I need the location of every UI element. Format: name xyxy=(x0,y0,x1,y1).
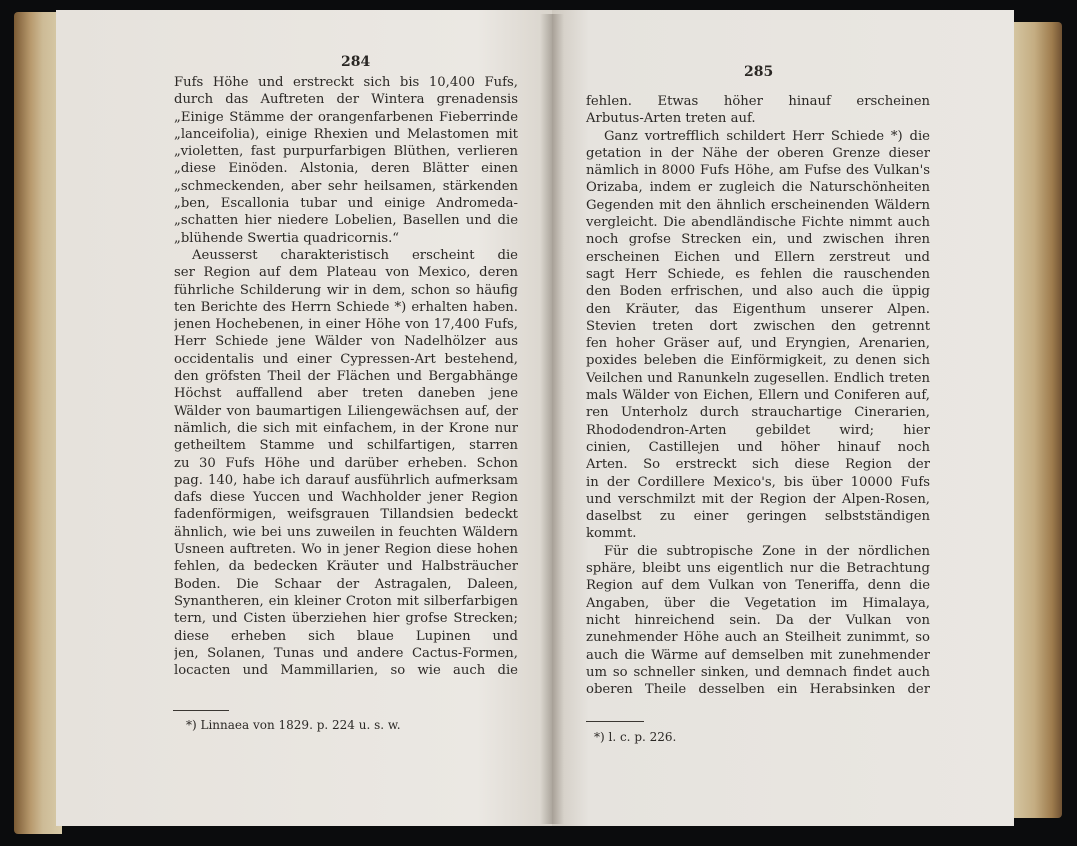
text-line: führliche Schilderung wir in dem, schon so häufig xyxy=(174,282,518,298)
left-page xyxy=(56,10,552,826)
text-line: „blühende Swertia quadricornis.“ xyxy=(174,230,400,246)
text-line: Arbutus-Arten treten auf. xyxy=(586,111,756,127)
text-line: „ben, Escallonia tubar und einige Andromeda- xyxy=(174,196,518,212)
text-line: Veilchen und Ranunkeln zugesellen. Endlich treten xyxy=(586,370,930,386)
text-line: Für die subtropische Zone in der nördlichen xyxy=(604,543,930,559)
text-line: den Kräuter, das Eigenthum unserer Alpen. xyxy=(586,301,930,317)
book-edge-left xyxy=(14,12,62,834)
page-number-right: 285 xyxy=(744,64,774,80)
text-line: daselbst zu einer geringen selbstständigen xyxy=(586,509,930,525)
text-line: Ganz vortrefflich schildert Herr Schiede *) die xyxy=(604,128,930,144)
text-line: Usneen auftreten. Wo in jener Region diese hohen xyxy=(174,542,518,558)
text-line: nämlich in 8000 Fufs Höhe, am Fufse des Vulkan's xyxy=(586,163,930,179)
text-line: Gegenden mit den ähnlich erscheinenden Wäldern xyxy=(586,197,930,213)
text-line: Herr Schiede jene Wälder von Nadelhölzer aus xyxy=(174,334,518,350)
text-line: Synantheren, ein kleiner Croton mit silberfarbigen xyxy=(174,593,518,609)
footnote-rule-right xyxy=(586,721,644,722)
text-line: jen, Solanen, Tunas und andere Cactus-Formen, xyxy=(174,645,518,661)
text-line: nicht hinreichend sein. Da der Vulkan von xyxy=(586,612,930,628)
text-line: fadenförmigen, weifsgrauen Tillandsien bedeckt xyxy=(174,507,518,523)
text-line: jenen Hochebenen, in einer Höhe von 17,400 Fufs, xyxy=(174,317,518,333)
right-page-body xyxy=(586,93,930,698)
text-line: Angaben, über die Vegetation im Himalaya, xyxy=(586,595,930,611)
text-line: den gröfsten Theil der Flächen und Bergabhänge xyxy=(174,369,518,385)
text-line: in der Cordillere Mexico's, bis über 10000 Fufs xyxy=(586,474,930,490)
text-line: pag. 140, habe ich darauf ausführlich aufmerksam xyxy=(174,472,518,488)
text-line: „schatten hier niedere Lobelien, Basellen und die xyxy=(174,213,518,229)
text-line: sagt Herr Schiede, es fehlen die rauschenden xyxy=(586,266,930,282)
text-line: „Einige Stämme der orangenfarbenen Fieberrinde xyxy=(174,109,518,125)
book-gutter xyxy=(540,14,564,824)
text-line: ten Berichte des Herrn Schiede *) erhalten haben. xyxy=(174,299,518,315)
text-line: vergleicht. Die abendländische Fichte nimmt auch xyxy=(586,215,930,231)
text-line: Orizaba, indem er zugleich die Naturschönheiten xyxy=(586,180,930,196)
text-line: um so schneller sinken, und demnach findet auch xyxy=(586,664,930,680)
text-line: Region auf dem Vulkan von Teneriffa, denn die xyxy=(586,578,930,594)
text-line: sphäre, bleibt uns eigentlich nur die Betrachtung xyxy=(586,561,930,577)
footnote-right: *) l. c. p. 226. xyxy=(594,730,677,744)
text-line: „lanceifolia), einige Rhexien und Melastomen mit xyxy=(174,126,518,142)
text-line: kommt. xyxy=(586,526,637,542)
text-line: occidentalis und einer Cypressen-Art bestehend, xyxy=(174,351,518,367)
text-line: cinien, Castillejen und höher hinauf noch xyxy=(586,439,930,455)
text-line: ren Unterholz durch strauchartige Cinerarien, xyxy=(586,405,930,421)
text-line: zunehmender Höhe auch an Steilheit zunimmt, so xyxy=(586,630,930,646)
text-line: auch die Wärme auf demselben mit zunehmender xyxy=(586,647,930,663)
footnote-left: *) Linnaea von 1829. p. 224 u. s. w. xyxy=(186,718,401,732)
left-page-body xyxy=(174,74,518,679)
text-line: Wälder von baumartigen Liliengewächsen auf, der xyxy=(174,403,518,419)
text-line: den Boden erfrischen, und also auch die üppig xyxy=(586,284,930,300)
text-line: ähnlich, wie bei uns zuweilen in feuchten Wäldern xyxy=(174,524,518,540)
text-line: Fufs Höhe und erstreckt sich bis 10,400 Fufs, xyxy=(174,75,518,90)
text-line: dafs diese Yuccen und Wachholder jener Region xyxy=(174,490,518,506)
text-line: durch das Auftreten der Wintera grenadensis xyxy=(174,92,518,108)
right-page xyxy=(552,10,1014,826)
footnote-rule-left xyxy=(173,710,229,711)
page-number-left: 284 xyxy=(341,54,371,70)
text-line: oberen Theile desselben ein Herabsinken der xyxy=(586,682,930,698)
text-line: „violetten, fast purpurfarbigen Blüthen, verlieren xyxy=(174,144,518,160)
text-line: getheiltem Stamme und schilfartigen, starren xyxy=(174,438,518,454)
text-line: locacten und Mammillarien, so wie auch die xyxy=(174,663,518,679)
text-line: ser Region auf dem Plateau von Mexico, deren xyxy=(174,265,518,281)
text-line: Arten. So erstreckt sich diese Region der xyxy=(586,457,930,473)
text-line: mals Wälder von Eichen, Ellern und Coniferen auf, xyxy=(586,388,930,404)
book-edge-right xyxy=(1012,22,1062,818)
text-line: Stevien treten dort zwischen den getrennt xyxy=(586,318,930,334)
text-line: fen hoher Gräser auf, und Eryngien, Arenarien, xyxy=(586,336,930,352)
text-line: noch grofse Strecken ein, und zwischen ihren xyxy=(586,232,930,248)
text-line: und verschmilzt mit der Region der Alpen-Rosen, xyxy=(586,491,930,507)
text-line: „schmeckenden, aber sehr heilsamen, stärkenden xyxy=(174,178,518,194)
text-line: Rhododendron-Arten gebildet wird; hier xyxy=(586,422,930,438)
text-line: fehlen, da bedecken Kräuter und Halbsträucher xyxy=(174,559,518,575)
text-line: „diese Einöden. Alstonia, deren Blätter einen xyxy=(174,161,518,177)
text-line: getation in der Nähe der oberen Grenze dieser xyxy=(586,145,930,161)
text-line: poxides beleben die Einförmigkeit, zu denen sich xyxy=(586,353,930,369)
text-line: Boden. Die Schaar der Astragalen, Daleen, xyxy=(174,576,518,592)
text-line: zu 30 Fufs Höhe und darüber erheben. Schon xyxy=(174,455,518,471)
text-line: tern, und Cisten überziehen hier grofse Strecken; xyxy=(174,611,518,627)
text-line: Aeusserst charakteristisch erscheint die xyxy=(192,247,518,263)
text-line: Höchst auffallend aber treten daneben jene xyxy=(174,386,518,402)
text-line: nämlich, die sich mit einfachem, in der Krone nur xyxy=(174,420,518,436)
text-line: erscheinen Eichen und Ellern zerstreut und xyxy=(586,249,930,265)
text-line: diese erheben sich blaue Lupinen und xyxy=(174,628,518,644)
text-line: fehlen. Etwas höher hinauf erscheinen xyxy=(586,94,930,109)
